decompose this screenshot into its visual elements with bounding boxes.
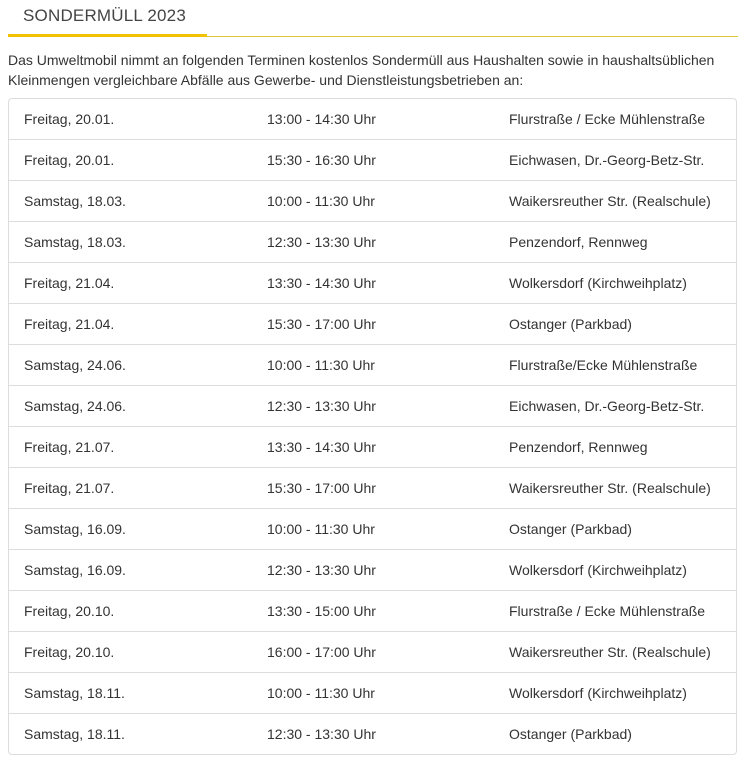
table-row	[9, 714, 736, 754]
date-cell: Freitag, 20.01.	[24, 152, 115, 168]
location-cell: Wolkersdorf (Kirchweihplatz)	[509, 275, 687, 291]
time-cell: 15:30 - 17:00 Uhr	[267, 480, 376, 496]
date-cell: Freitag, 20.10.	[24, 644, 115, 660]
time-cell: 10:00 - 11:30 Uhr	[267, 685, 375, 701]
table-row	[9, 386, 736, 427]
time-cell: 16:00 - 17:00 Uhr	[267, 644, 376, 660]
table-row	[9, 468, 736, 509]
table-row	[9, 140, 736, 181]
date-cell: Samstag, 18.11.	[24, 726, 125, 742]
date-cell: Samstag, 24.06.	[24, 357, 126, 373]
schedule-table	[8, 98, 737, 755]
time-cell: 12:30 - 13:30 Uhr	[267, 562, 376, 578]
time-cell: 10:00 - 11:30 Uhr	[267, 357, 375, 373]
date-cell: Freitag, 21.04.	[24, 316, 115, 332]
time-cell: 13:30 - 14:30 Uhr	[267, 439, 376, 455]
header-tab	[8, 0, 207, 37]
location-cell: Flurstraße/Ecke Mühlenstraße	[509, 357, 698, 373]
location-cell: Wolkersdorf (Kirchweihplatz)	[509, 562, 687, 578]
location-cell: Ostanger (Parkbad)	[509, 521, 632, 537]
table-row	[9, 591, 736, 632]
time-cell: 10:00 - 11:30 Uhr	[267, 193, 375, 209]
location-cell: Flurstraße / Ecke Mühlenstraße	[509, 603, 706, 619]
date-cell: Samstag, 16.09.	[24, 562, 126, 578]
date-cell: Samstag, 24.06.	[24, 398, 126, 414]
table-row	[9, 222, 736, 263]
date-cell: Samstag, 18.11.	[24, 685, 125, 701]
date-cell: Freitag, 20.01.	[24, 111, 115, 127]
date-cell: Freitag, 21.04.	[24, 275, 115, 291]
location-cell: Penzendorf, Rennweg	[509, 439, 648, 455]
location-cell: Eichwasen, Dr.-Georg-Betz-Str.	[509, 398, 705, 414]
time-cell: 10:00 - 11:30 Uhr	[267, 521, 375, 537]
location-cell: Ostanger (Parkbad)	[509, 726, 632, 742]
table-row	[9, 673, 736, 714]
intro-text: Das Umweltmobil nimmt an folgenden Terminen kostenlos Sondermüll aus Haushalten sowie in haushaltsüblichen Kleinmengen vergleichbare Abfälle aus Gewerbe- und Dienstleistungsbetrieben an:	[8, 52, 715, 88]
table-row	[9, 632, 736, 673]
location-cell: Penzendorf, Rennweg	[509, 234, 648, 250]
location-cell: Waikersreuther Str. (Realschule)	[509, 644, 711, 660]
table-row	[9, 509, 736, 550]
time-cell: 13:30 - 15:00 Uhr	[267, 603, 376, 619]
section-header	[8, 0, 738, 37]
location-cell: Ostanger (Parkbad)	[509, 316, 632, 332]
table-row	[9, 304, 736, 345]
date-cell: Samstag, 18.03.	[24, 193, 126, 209]
date-cell: Samstag, 16.09.	[24, 521, 126, 537]
table-row	[9, 345, 736, 386]
time-cell: 15:30 - 17:00 Uhr	[267, 316, 376, 332]
date-cell: Freitag, 21.07.	[24, 439, 115, 455]
date-cell: Freitag, 20.10.	[24, 603, 115, 619]
table-row	[9, 263, 736, 304]
time-cell: 13:30 - 14:30 Uhr	[267, 275, 376, 291]
location-cell: Waikersreuther Str. (Realschule)	[509, 193, 711, 209]
time-cell: 15:30 - 16:30 Uhr	[267, 152, 376, 168]
time-cell: 12:30 - 13:30 Uhr	[267, 234, 376, 250]
page-title: SONDERMÜLL 2023	[23, 6, 186, 25]
time-cell: 12:30 - 13:30 Uhr	[267, 398, 376, 414]
location-cell: Wolkersdorf (Kirchweihplatz)	[509, 685, 687, 701]
table-row	[9, 550, 736, 591]
table-row	[9, 181, 736, 222]
location-cell: Flurstraße / Ecke Mühlenstraße	[509, 111, 706, 127]
date-cell: Samstag, 18.03.	[24, 234, 126, 250]
table-row	[9, 99, 736, 140]
location-cell: Waikersreuther Str. (Realschule)	[509, 480, 711, 496]
table-row	[9, 427, 736, 468]
time-cell: 12:30 - 13:30 Uhr	[267, 726, 376, 742]
time-cell: 13:00 - 14:30 Uhr	[267, 111, 376, 127]
date-cell: Freitag, 21.07.	[24, 480, 115, 496]
location-cell: Eichwasen, Dr.-Georg-Betz-Str.	[509, 152, 705, 168]
